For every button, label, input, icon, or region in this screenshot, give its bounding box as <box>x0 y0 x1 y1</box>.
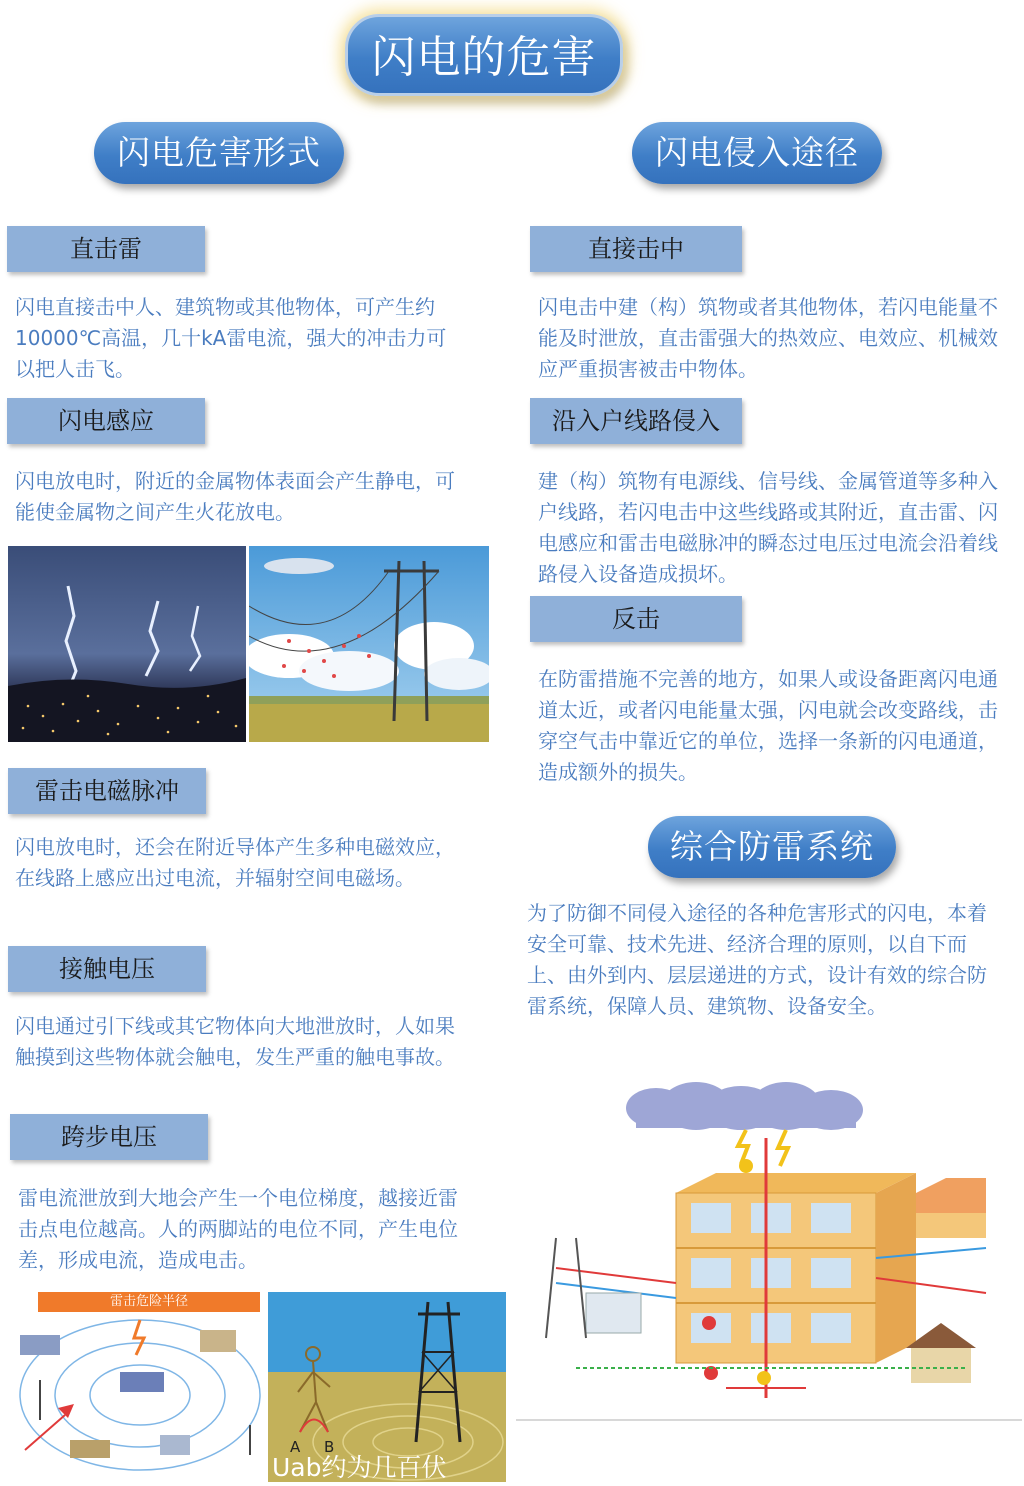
text-step-voltage: 雷电流泄放到大地会产生一个电位梯度，越接近雷击点电位越高。人的两脚站的电位不同，产生电位差，形成电流，造成电击。 <box>18 1186 458 1272</box>
label-direct-strike: 直击雷 <box>7 226 205 272</box>
system-heading: 综合防雷系统 <box>648 816 896 878</box>
step-voltage-caption: Uab约为几百伏 <box>272 1453 447 1482</box>
page-title: 闪电的危害 <box>345 14 623 96</box>
text-induction: 闪电放电时，附近的金属物体表面会产生静电，可能使金属物之间产生火花放电。 <box>15 469 455 524</box>
text-contact-voltage: 闪电通过引下线或其它物体向大地泄放时，人如果触摸到这些物体就会触电，发生严重的触电事故。 <box>15 1014 455 1069</box>
text-line-intrusion: 建（构）筑物有电源线、信号线、金属管道等多种入户线路，若闪电击中这些线路或其附近，直击雷、闪电感应和雷击电磁脉冲的瞬态过电压过电流会沿着线路侵入设备造成损坏。 <box>538 469 998 586</box>
step-point-a: A <box>290 1438 301 1456</box>
left-heading: 闪电危害形式 <box>94 122 344 184</box>
lightning-city-photo <box>8 546 246 742</box>
label-emp: 雷击电磁脉冲 <box>8 768 206 814</box>
step-voltage-photo <box>268 1292 506 1482</box>
text-direct-strike: 闪电直接击中人、建筑物或其他物体，可产生约10000℃高温，几十kA雷电流，强大的冲击力可以把人击飞。 <box>15 295 447 381</box>
step-point-b: B <box>324 1438 335 1456</box>
protection-system-illustration <box>516 1078 1022 1422</box>
label-induction: 闪电感应 <box>7 398 205 444</box>
label-line-intrusion: 沿入户线路侵入 <box>530 398 742 444</box>
danger-radius-diagram <box>10 1290 264 1482</box>
text-counter-strike: 在防雷措施不完善的地方，如果人或设备距离闪电通道太近，或者闪电能量太强，闪电就会改变路线，击穿空气击中靠近它的单位，选择一条新的闪电通道，造成额外的损失。 <box>538 667 998 784</box>
text-direct-hit: 闪电击中建（构）筑物或者其他物体，若闪电能量不能及时泄放，直击雷强大的热效应、电效应、机械效应严重损害被击中物体。 <box>538 295 998 381</box>
text-emp: 闪电放电时，还会在附近导体产生多种电磁效应，在线路上感应出过电流，并辐射空间电磁场。 <box>15 835 455 890</box>
text-system: 为了防御不同侵入途径的各种危害形式的闪电，本着安全可靠、技术先进、经济合理的原则，以自下而上、由外到内、层层递进的方式，设计有效的综合防雷系统，保障人员、建筑物、设备安全。 <box>527 901 987 1018</box>
label-counter-strike: 反击 <box>530 596 742 642</box>
right-heading: 闪电侵入途径 <box>632 122 882 184</box>
label-contact-voltage: 接触电压 <box>8 946 206 992</box>
power-lines-photo <box>249 546 489 742</box>
danger-radius-title: 雷击危险半径 <box>109 1294 188 1309</box>
label-step-voltage: 跨步电压 <box>10 1114 208 1160</box>
label-direct-hit: 直接击中 <box>530 226 742 272</box>
